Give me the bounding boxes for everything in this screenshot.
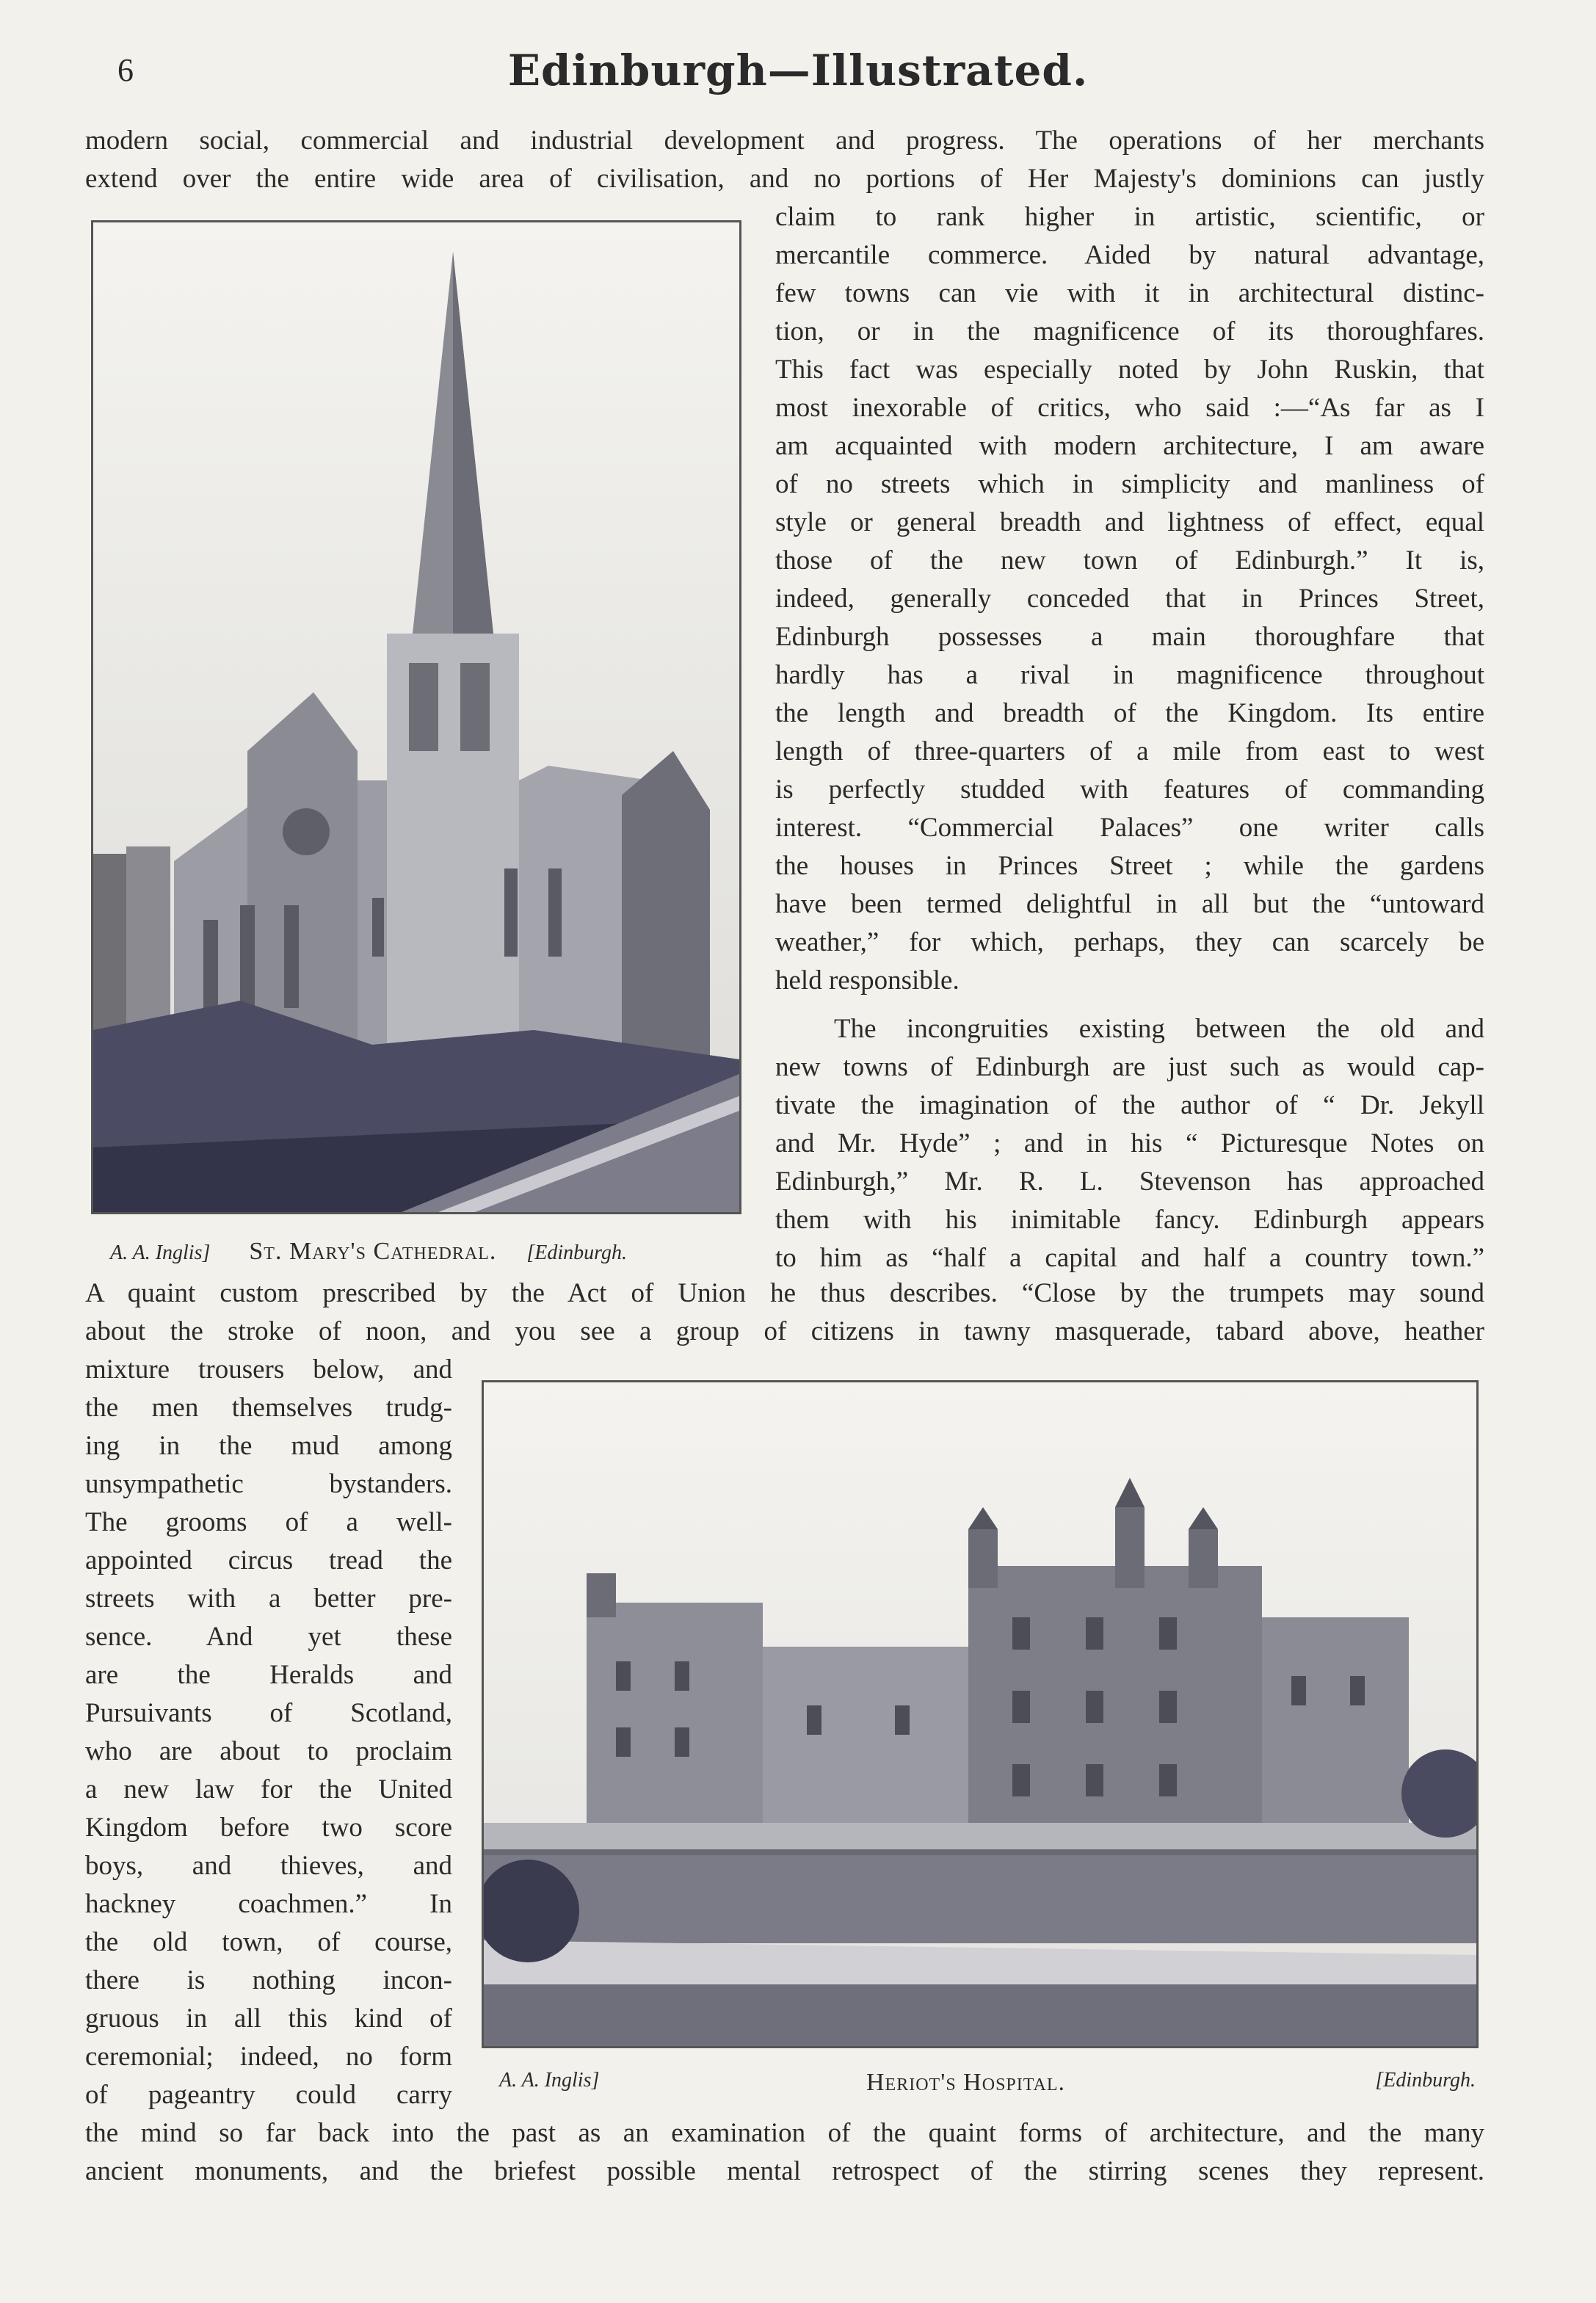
text-line: are the Heralds and (85, 1660, 452, 1690)
figure2-place: [Edinburgh. (1375, 2069, 1476, 2092)
figure2-title: Heriot's Hospital. (866, 2069, 1065, 2096)
text-line: gruous in all this kind of (85, 2003, 452, 2034)
text-line: weather,” for which, perhaps, they can scarcely be (775, 927, 1484, 957)
text-line: Kingdom before two score (85, 1813, 452, 1843)
text-line: Edinburgh possesses a main thoroughfare that (775, 622, 1484, 652)
figure2-credit: A. A. Inglis] (499, 2069, 600, 2092)
text-line: style or general breadth and lightness of effect, equal (775, 507, 1484, 537)
text-line: length of three-quarters of a mile from east to west (775, 736, 1484, 766)
text-line: mixture trousers below, and (85, 1354, 452, 1385)
text-line: Edinburgh,” Mr. R. L. Stevenson has approached (775, 1167, 1484, 1197)
figure1-title: St. Mary's Cathedral. (249, 1238, 497, 1265)
text-line: of pageantry could carry (85, 2080, 452, 2110)
text-line: The grooms of a well- (85, 1507, 452, 1537)
text-line: new towns of Edinburgh are just such as would cap- (775, 1052, 1484, 1082)
text-line: Pursuivants of Scotland, (85, 1698, 452, 1728)
text-line: claim to rank higher in artistic, scientific, or (775, 202, 1484, 232)
text-line: is perfectly studded with features of commanding (775, 775, 1484, 805)
text-line: A quaint custom prescribed by the Act of Union he thus describes. “Close by the trumpets may sound (85, 1278, 1484, 1308)
heriots-hospital-photo (482, 1380, 1479, 2048)
text-line: who are about to proclaim (85, 1736, 452, 1766)
text-line: and Mr. Hyde” ; and in his “ Picturesque Notes on (775, 1128, 1484, 1158)
text-line: a new law for the United (85, 1774, 452, 1805)
text-line: few towns can vie with it in architectural distinc- (775, 278, 1484, 308)
text-line: ing in the mud among (85, 1431, 452, 1461)
text-line: extend over the entire wide area of civilisation, and no portions of Her Majesty's dominions can justly (85, 164, 1484, 194)
text-line: modern social, commercial and industrial development and progress. The operations of her merchants (85, 126, 1484, 156)
text-line: held responsible. (775, 965, 960, 995)
text-line: have been termed delightful in all but the “untoward (775, 889, 1484, 919)
text-line: hardly has a rival in magnificence throughout (775, 660, 1484, 690)
text-line: most inexorable of critics, who said :—“As far as I (775, 393, 1484, 423)
text-line: hackney coachmen.” In (85, 1889, 452, 1919)
figure1-place: [Edinburgh. (526, 1241, 627, 1264)
text-line: those of the new town of Edinburgh.” It is, (775, 545, 1484, 576)
text-line: streets with a better pre- (85, 1584, 452, 1614)
text-line: boys, and thieves, and (85, 1851, 452, 1881)
text-line: This fact was especially noted by John Ruskin, that (775, 355, 1484, 385)
text-line: the men themselves trudg- (85, 1393, 452, 1423)
text-line: mercantile commerce. Aided by natural advantage, (775, 240, 1484, 270)
page-number: 6 (117, 52, 134, 88)
st-marys-cathedral-photo (91, 220, 741, 1214)
figure1-credit: A. A. Inglis] (110, 1241, 211, 1264)
text-line: interest. “Commercial Palaces” one writer calls (775, 813, 1484, 843)
running-title: Edinburgh—Illustrated. (507, 46, 1089, 95)
text-line: the length and breadth of the Kingdom. Its entire (775, 698, 1484, 728)
text-line: ceremonial; indeed, no form (85, 2042, 452, 2072)
text-line: the mind so far back into the past as an examination of the quaint forms of architecture, and the many (85, 2118, 1484, 2148)
text-line: ancient monuments, and the briefest possible mental retrospect of the stirring scenes they represent. (85, 2156, 1484, 2186)
text-line: tion, or in the magnificence of its thoroughfares. (775, 316, 1484, 347)
text-line: tivate the imagination of the author of “ Dr. Jekyll (775, 1090, 1484, 1120)
text-line: of no streets which in simplicity and manliness of (775, 469, 1484, 499)
text-line: indeed, generally conceded that in Princes Street, (775, 584, 1484, 614)
text-line: about the stroke of noon, and you see a group of citizens in tawny masquerade, tabard above, heather (85, 1316, 1484, 1346)
text-line: unsympathetic bystanders. (85, 1469, 452, 1499)
text-line: the houses in Princes Street ; while the gardens (775, 851, 1484, 881)
text-line: the old town, of course, (85, 1927, 452, 1957)
text-line: sence. And yet these (85, 1622, 452, 1652)
figure1-caption (110, 1238, 627, 1266)
text-line: The incongruities existing between the old and (834, 1014, 1484, 1044)
text-line: them with his inimitable fancy. Edinburgh appears (775, 1205, 1484, 1235)
text-line: there is nothing incon- (85, 1965, 452, 1995)
text-line: am acquainted with modern architecture, I am aware (775, 431, 1484, 461)
text-line: appointed circus tread the (85, 1545, 452, 1575)
text-line: to him as “half a capital and half a country town.” (775, 1243, 1484, 1273)
